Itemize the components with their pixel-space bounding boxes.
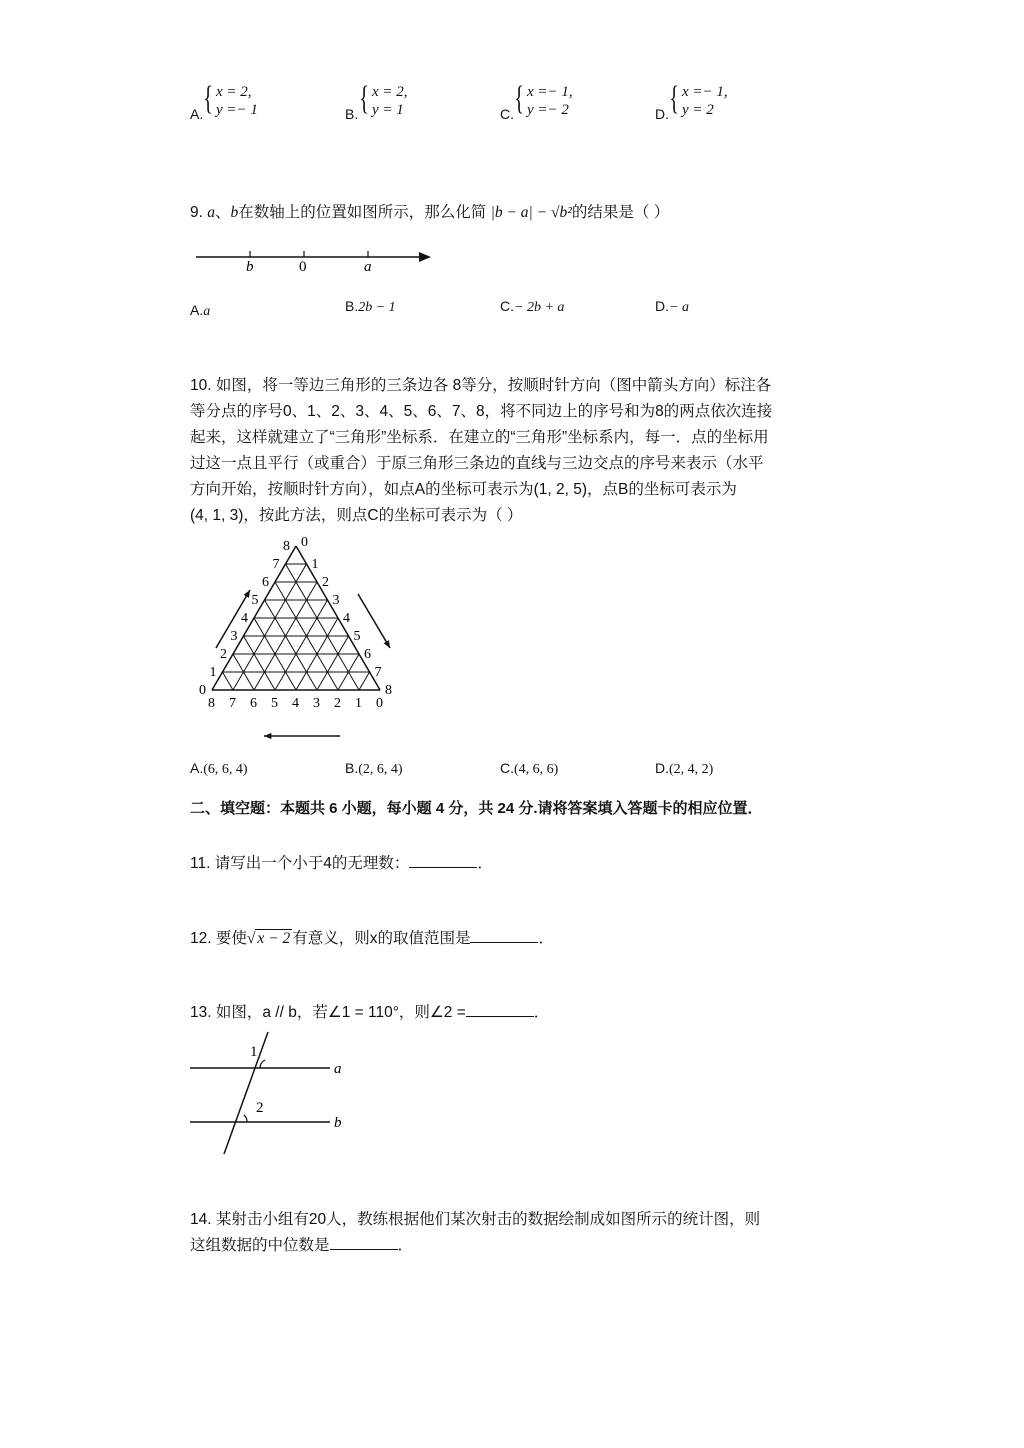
q13-answer-blank[interactable] <box>466 1000 534 1017</box>
q10-option-c: C.(4, 6, 6) <box>500 760 559 777</box>
q10-line-4: 过这一点且平行（或重合）于原三角形三条边的直线与三边交点的序号来表示（水平 <box>190 455 764 472</box>
left-edge-label: 0 <box>199 683 206 698</box>
q10-triangle-diagram <box>190 530 420 745</box>
q12-prefix: 12. 要使 <box>190 930 247 947</box>
q9-option-d: D.− a <box>655 298 689 315</box>
q10-option-b: B.(2, 6, 4) <box>345 760 403 777</box>
left-edge-label: 7 <box>272 557 280 572</box>
bottom-edge-label: 4 <box>292 696 299 711</box>
q12-suffix: 有意义，则x的取值范围是 <box>292 930 471 947</box>
q12-end: ． <box>538 930 554 947</box>
bottom-edge-label: 7 <box>229 696 236 711</box>
bottom-edge-label: 8 <box>208 696 215 711</box>
angle-2-arc <box>244 1115 247 1122</box>
q8-option-b-line2: y = 1 <box>372 102 404 118</box>
right-edge-label: 1 <box>311 557 319 572</box>
q9-option-b: B.2b − 1 <box>345 298 396 315</box>
q9-expression: |b − a| − √b² <box>490 204 572 221</box>
bottom-edge-label: 5 <box>271 696 278 711</box>
grid-line-left-parallel <box>359 672 370 690</box>
right-edge-label: 2 <box>322 575 329 590</box>
line-b-label: b <box>334 1115 342 1131</box>
q8-option-a-label: A. <box>190 106 204 122</box>
q10-question <box>190 373 870 529</box>
q11-text: 11. 请写出一个小于4的无理数： <box>190 855 410 872</box>
right-edge-label: 0 <box>301 535 308 550</box>
q9-number: 9. <box>190 204 208 221</box>
left-edge-label: 1 <box>209 665 217 680</box>
q9-text: 在数轴上的位置如图所示，那么化简 <box>238 204 491 221</box>
grid-line-right-parallel <box>265 600 318 690</box>
q9-text-end: 的结果是（ ） <box>571 204 670 221</box>
q14-answer-blank[interactable] <box>330 1233 398 1250</box>
left-edge-label: 6 <box>262 575 269 590</box>
right-edge-label: 3 <box>332 593 340 608</box>
right-edge-label: 4 <box>343 611 350 626</box>
q9-var-a: a <box>207 204 215 221</box>
q8-option-c-label: C. <box>500 106 514 122</box>
q14-line-2: 这组数据的中位数是 <box>190 1237 330 1254</box>
bottom-edge-label: 0 <box>376 696 383 711</box>
q9-axis-label-b: b <box>246 259 254 275</box>
q12-sqrt: √ x − 2 <box>246 930 291 947</box>
q11-question <box>190 851 493 873</box>
q13-question <box>190 1000 549 1022</box>
q13-parallel-lines-diagram <box>190 1030 360 1160</box>
grid-line-left-parallel <box>230 564 307 690</box>
clockwise-arrow-right <box>358 594 390 648</box>
q11-answer-blank[interactable] <box>409 851 477 868</box>
q10-line-5: 方向开始，按顺时针方向），如点A的坐标可表示为(1, 2, 5)，点B的坐标可表示为 <box>190 481 737 498</box>
q11-end: ． <box>477 855 493 872</box>
angle-2-label: 2 <box>256 1100 264 1116</box>
q8-option-b-label: B. <box>345 106 359 122</box>
left-edge-label: 8 <box>283 539 290 554</box>
q10-line-2: 等分点的序号0、1、2、3、4、5、6、7、8，将不同边上的序号和为8的两点依次连接 <box>190 403 773 420</box>
line-a-label: a <box>334 1061 342 1077</box>
q13-text: 13. 如图，a // b，若∠1 = 110°，则∠2 = <box>190 1004 466 1021</box>
q8-option-b-line1: x = 2, <box>372 84 408 100</box>
right-edge-label: 8 <box>385 683 392 698</box>
q8-option-c-line1: x =− 1, <box>527 84 573 100</box>
q8-option-a-line1: x = 2, <box>216 84 252 100</box>
q12-answer-blank[interactable] <box>470 926 538 943</box>
q10-option-a: A.(6, 6, 4) <box>190 760 248 777</box>
q10-line-6: (4, 1, 3)，按此方法，则点C的坐标可表示为（ ） <box>190 507 523 524</box>
q8-option-d-brace: { <box>669 80 680 117</box>
q9-axis-label-a: a <box>364 259 372 275</box>
q8-option-a-brace: { <box>203 80 214 117</box>
angle-1-arc <box>260 1060 265 1068</box>
transversal <box>224 1032 268 1154</box>
section-2-heading: 二、填空题：本题共 6 小题，每小题 4 分，共 24 分.请将答案填入答题卡的相应位置． <box>190 800 763 817</box>
grid-line-left-parallel <box>275 600 328 690</box>
q14-question <box>190 1207 870 1259</box>
q8-option-a-line2: y =− 1 <box>216 102 258 118</box>
q8-option-c-brace: { <box>514 80 525 117</box>
q9-axis-label-zero: 0 <box>299 259 307 275</box>
q12-question <box>190 926 554 948</box>
q9-number-line <box>190 240 440 276</box>
bottom-edge-label: 6 <box>250 696 257 711</box>
q12-radicand: x − 2 <box>257 930 291 947</box>
bottom-edge-label: 3 <box>313 696 320 711</box>
q8-option-b-brace: { <box>359 80 370 117</box>
q8-option-c-line2: y =− 2 <box>527 102 569 118</box>
q8-option-d-line1: x =− 1, <box>682 84 728 100</box>
q9-question <box>190 200 669 222</box>
q10-option-d: D.(2, 4, 2) <box>655 760 714 777</box>
right-edge-label: 7 <box>374 665 382 680</box>
q10-line-1: 10. 如图，将一等边三角形的三条边各 8等分，按顺时针方向（图中箭头方向）标注各 <box>190 377 772 394</box>
q14-end: ． <box>397 1237 414 1254</box>
bottom-edge-label: 2 <box>334 696 341 711</box>
left-edge-label: 5 <box>251 593 259 608</box>
q8-option-d-label: D. <box>655 106 669 122</box>
q9-option-a: A.a <box>190 302 211 319</box>
left-edge-label: 4 <box>241 611 248 626</box>
angle-1-label: 1 <box>250 1044 258 1060</box>
left-edge-label: 3 <box>230 629 238 644</box>
q9-sep: 、 <box>214 204 231 221</box>
q9-var-b: b <box>230 204 239 221</box>
bottom-edge-label: 1 <box>355 696 362 711</box>
q14-line-1: 14. 某射击小组有20人，教练根据他们某次射击的数据绘制成如图所示的统计图，则 <box>190 1211 761 1228</box>
q8-option-d-line2: y = 2 <box>682 102 714 118</box>
clockwise-arrow-bottom-head <box>264 733 271 739</box>
q9-option-c: C.− 2b + a <box>500 298 565 315</box>
left-edge-label: 2 <box>220 647 227 662</box>
right-edge-label: 6 <box>364 647 371 662</box>
q10-line-3: 起来，这样就建立了“三角形”坐标系．在建立的“三角形”坐标系内，每一．点的坐标用 <box>190 429 769 446</box>
right-edge-label: 5 <box>353 629 361 644</box>
q13-end: ． <box>533 1004 550 1021</box>
grid-line-right-parallel <box>223 672 234 690</box>
